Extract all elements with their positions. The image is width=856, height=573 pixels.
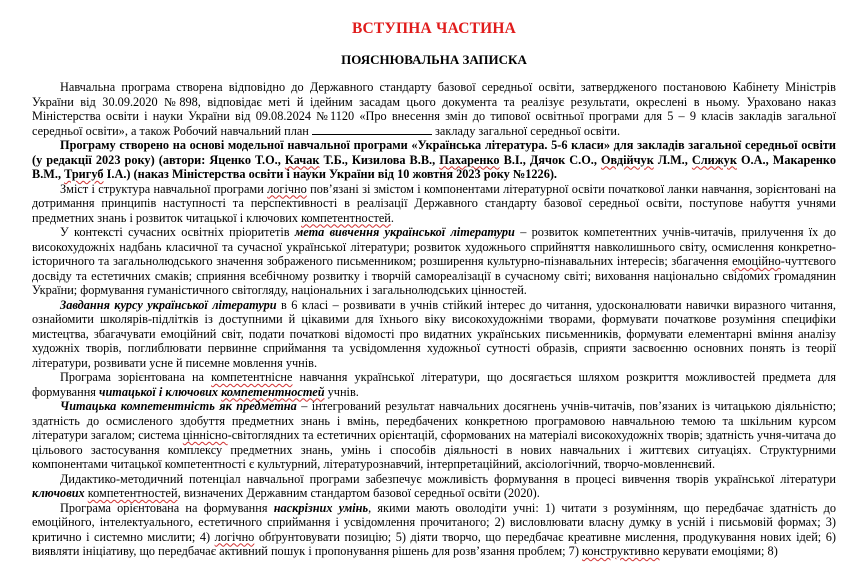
text: обґрунтовувати позицію; 5) діяти творчо, що передбачає креативне мислення, продукування нових ідей; 6) виявляти ініціативу, що передбачає активний пошук і пропонування рішень для розв’язання проблем; 7) [32, 529, 836, 558]
text: Програма орієнтована на формування [60, 500, 268, 515]
text: Л.М., [657, 152, 688, 167]
paragraph-standard [32, 80, 836, 138]
text: В.І., Дячок С.О., [503, 152, 597, 167]
text: -чуттєвого досвіду та естетичних смаків; сприяння всебічному розвитку і творчій самореалізації в сучасному світі; виховання національно свідомих громадянин України; формування гуманістичного світогляду, національних і загальнолюдських цінностей. [32, 254, 837, 297]
spell-flag: Качак [284, 152, 320, 167]
blank-line [312, 124, 432, 135]
spell-flag: емоційно [732, 254, 781, 268]
text: – інтегрований результат навчальних досягнень учнів-читачів, пов’язаних із читацькою діяльністю; здатність до осмисленого здобуття предметних знань і вмінь, передбачених конкретною програмовою навчальною темою та шкільним курсом літератури загалом; система [32, 399, 837, 442]
text: Зміст і структура навчальної програми [60, 181, 264, 196]
text: в 6 класі – розвивати в учнів стійкий інтерес до читання, удосконалювати навички виразного читання, ознайомити школярів-підлітків із доступними й цікавими для їхнього віку високохудожніми творами, формувати початкове розуміння специфіки мистецтва, збагачувати емоційний світ, подати початкові відомості про видатних українських письменників, формувати елементарні вміння аналізу художніх творів, поглиблювати первинне сприймання та усвідомлення художньої сутності образів, сприяти засвоєнню основних понять із теорії літератури, розвивати усне й писемне мовлення учнів. [32, 297, 836, 370]
text: У контексті сучасних освітніх пріоритетів [60, 225, 290, 239]
emphasis: Завдання курсу української літератури [60, 297, 277, 312]
text: – розвиток компетентних учнів-читачів, прилучення їх до високохудожніх надбань класичної та сучасної української літератури; розвиток художнього сприйняття навколишнього світу, осмислення конкретно-історичного та загальнолюдського значення зображеного письменником; розширення культурно-пізнавальних інтересів; збагачення [32, 225, 837, 268]
text: Т.Б., Кизилова В.В., [323, 152, 436, 167]
text: , визначених Державним стандартом базової середньої освіти (2020). [177, 486, 540, 500]
text: . [390, 210, 394, 225]
spell-flag: ціннісно [182, 428, 228, 442]
section-subtitle: ПОЯСНЮВАЛЬНА ЗАПИСКА [341, 52, 527, 67]
spell-flag: конструктивно [582, 544, 660, 558]
text: Програма зорієнтована на [60, 370, 205, 384]
text: Навчальна програма створена відповідно до Державного стандарту базової середньої освіти, затвердженого постановою Кабінету Міністрів України від 30.09.2020 №898, відповідає меті й ідейним засадам цього документа та реалізує результати, окреслені в ньому. Ураховано наказ Міністерства освіти і науки України від 09.08.2024 №1120 «Про внесення змін до типової освітньої програми для 5 – 9 класів закладів загальної середньої освіти», а також Робочий навчальний план [32, 80, 836, 138]
spell-flag: логічно [267, 181, 307, 196]
emphasis: Читацька компетентність як предметна [60, 399, 297, 413]
text: керувати емоціями; 8) [662, 544, 778, 558]
text: -світоглядних та естетичних орієнтацій, сформованих на матеріалі високохудожніх творів; здатність учня-читача до цільового застосування комплексу предметних знань, умінь і способів діяльності в нових навчальних і життєвих ситуаціях. Структурними компонентами читацької компетентності є культурний, літературознавчий, інтерпретаційний, аксіологічний, творчо-мовленнєвий. [32, 428, 836, 471]
spell-flag: компетентностей [87, 486, 178, 500]
spell-flag: Слижук [691, 152, 737, 167]
spell-flag: логічно [214, 529, 255, 544]
emphasis: мета вивчення української літератури [294, 225, 515, 239]
paragraph-key-competences [32, 472, 836, 501]
emphasis: читацької і ключових [99, 384, 219, 399]
spell-flag: Тригуб [64, 167, 104, 181]
text: учнів. [327, 384, 359, 399]
paragraph-competence-oriented [32, 370, 836, 399]
text: , якими мають оволодіти учні: 1) читати з розумінням, що передбачає здатність до емоційного, інтелектуального, естетичного сприймання і усвідомлення прочитаного; 2) висловлювати власну думку в усній і письмовій формах; 3) критично і системно мислити; 4) [32, 500, 837, 544]
text: Дидактико-методичний потенціал навчальної програми забезпечує можливість формування в процесі вивчення творів української літератури [60, 471, 836, 486]
paragraph-tasks [32, 298, 836, 371]
text: І.А.) (наказ Міністерства освіти і науки України від 10 жовтня 2023 року №1226). [106, 167, 558, 181]
spell-flag: компетентностей [221, 384, 325, 399]
spell-flag: компетентностей [301, 210, 391, 225]
section-title: ВСТУПНА ЧАСТИНА [351, 20, 517, 37]
paragraph-reading-competence [32, 399, 836, 472]
text: Програму створено на основі модельної навчальної програми «Українська література. 5-6 класи» для закладів загальної середньої освіти (у редакції 2023 року) (автори: Яценко Т.О., [32, 138, 836, 167]
spell-flag: Овдійчук [600, 152, 654, 167]
text: навчання української літератури, що досягається шляхом розкриття можливостей предмета для формування [32, 370, 837, 399]
paragraph-cross-skills [32, 501, 836, 559]
paragraph-goal [32, 225, 836, 298]
text: закладу загальної середньої освіти. [435, 123, 621, 138]
text: пов’язані зі змістом і компонентами літературної освіти початкової ланки навчання, зорієнтовані на дотримання принципів наступності та перспективності в реалізації Державного стандарту базової середньої освіти, поступове набуття учнями предметних знань і розвиток читацької і ключових [32, 181, 836, 225]
spell-flag: компетентнісне [211, 370, 293, 384]
paragraph-structure [32, 182, 836, 226]
spell-flag: Пахаренко [439, 152, 500, 167]
text: О.А., Макаренко В.М., [32, 152, 836, 181]
paragraph-model-program [32, 138, 836, 182]
emphasis: наскрізних умінь [273, 500, 369, 515]
emphasis: ключових [32, 486, 85, 500]
